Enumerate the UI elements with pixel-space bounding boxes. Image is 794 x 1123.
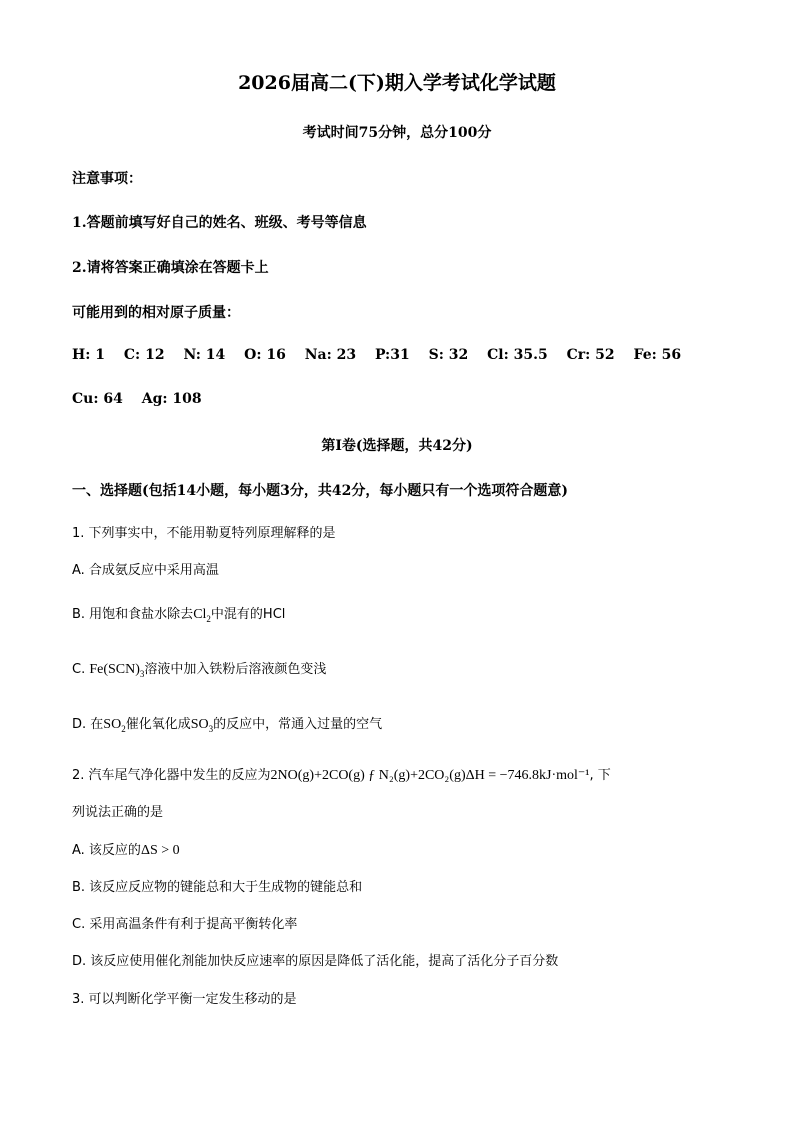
option-text: 中混有的HCl <box>210 607 286 622</box>
question-text: 2. 汽车尾气净化器中发生的反应为 <box>72 768 271 783</box>
option-text: C. <box>72 662 86 677</box>
question-2-option-b: B. 该反应反应物的键能总和大于生成物的键能总和 <box>72 880 363 895</box>
mass-entry: S: 32 <box>428 347 469 363</box>
chemical-formula <box>89 662 144 677</box>
formula-text: SO <box>103 717 122 732</box>
mass-entry: Ag: 108 <box>141 391 202 407</box>
question-2-option-c: C. 采用高温条件有利于提高平衡转化率 <box>72 917 298 932</box>
mass-entry: Cl: 35.5 <box>487 347 548 363</box>
question-1-option-c <box>72 658 326 679</box>
option-text: D. 在 <box>72 717 104 732</box>
formula-subscript: 2 <box>206 613 211 624</box>
mass-entry: C: 12 <box>123 347 165 363</box>
option-text: B. 用饱和食盐水除去 <box>72 607 194 622</box>
notice-item-2: 2.请将答案正确填涂在答题卡上 <box>72 260 269 276</box>
question-1-option-b <box>72 603 285 624</box>
formula-subscript: 2 <box>121 723 126 734</box>
question-2-option-a <box>72 839 180 859</box>
atomic-mass-row-1 <box>72 347 695 363</box>
option-text: 催化氧化成 <box>125 717 191 732</box>
notice-item-1: 1.答题前填写好自己的姓名、班级、考号等信息 <box>72 215 367 231</box>
formula-subscript: 3 <box>139 668 145 679</box>
option-text: 的反应中，常通入过量的空气 <box>213 717 383 732</box>
chemical-formula: ΔS > 0 <box>140 843 180 858</box>
mass-entry: Fe: 56 <box>633 347 682 363</box>
mass-entry: Cu: 64 <box>72 391 123 407</box>
question-2-stem <box>72 764 611 784</box>
question-1-option-d <box>72 713 382 734</box>
chemical-formula <box>191 717 213 732</box>
mass-entry: N: 14 <box>183 347 226 363</box>
section-1-heading: 一、选择题(包括14小题，每小题3分，共42分，每小题只有一个选项符合题意) <box>72 483 568 499</box>
question-1-option-a: A. 合成氨反应中采用高温 <box>72 563 219 578</box>
notice-heading: 注意事项： <box>72 171 142 187</box>
exam-subtitle: 考试时间75分钟，总分100分 <box>302 125 492 141</box>
formula-subscript: 3 <box>208 723 214 734</box>
option-text: 溶液中加入铁粉后溶液颜色变浅 <box>144 662 327 677</box>
atomic-mass-heading: 可能用到的相对原子质量： <box>72 305 240 321</box>
option-text: A. 该反应的 <box>72 843 141 858</box>
mass-entry: Na: 23 <box>304 347 357 363</box>
question-1-stem: 1. 下列事实中，不能用勒夏特列原理解释的是 <box>72 526 336 541</box>
question-text: , 下 <box>589 768 611 783</box>
part-1-heading: 第Ⅰ卷(选择题，共42分) <box>321 438 473 454</box>
reaction-equation: 2NO(g)+2CO(g) ƒ N₂(g)+2CO₂(g)ΔH = −746.8kJ·mol⁻¹ <box>270 768 590 783</box>
formula-text: Cl <box>193 607 207 622</box>
mass-entry: Cr: 52 <box>566 347 615 363</box>
question-2-stem-line-2: 列说法正确的是 <box>72 805 164 820</box>
mass-entry: O: 16 <box>244 347 286 363</box>
page-title: 2026届高二(下)期入学考试化学试题 <box>238 72 556 94</box>
mass-entry: P:31 <box>375 347 410 363</box>
formula-text: Fe(SCN) <box>89 662 140 677</box>
chemical-formula <box>103 717 125 732</box>
mass-entry: H: 1 <box>72 347 106 363</box>
formula-text: SO <box>190 717 209 732</box>
question-3-stem: 3. 可以判断化学平衡一定发生移动的是 <box>72 992 297 1007</box>
atomic-mass-row-2 <box>72 391 216 407</box>
question-2-option-d: D. 该反应使用催化剂能加快反应速率的原因是降低了活化能，提高了活化分子百分数 <box>72 954 559 969</box>
chemical-formula <box>193 607 211 622</box>
